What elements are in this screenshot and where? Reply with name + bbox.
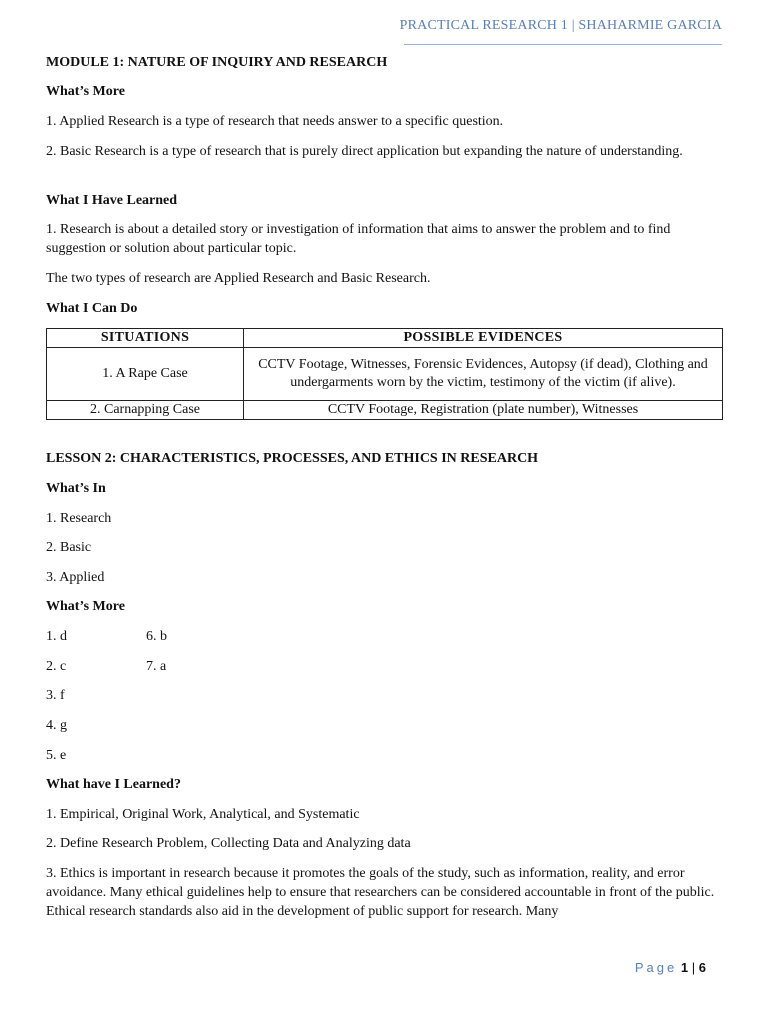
- table-cell-evidence: CCTV Footage, Registration (plate number), Witnesses: [244, 401, 723, 420]
- m1-can-do-heading: What I Can Do: [46, 301, 138, 316]
- l2-whats-in-item: 2. Basic: [46, 540, 92, 555]
- running-header: PRACTICAL RESEARCH 1 | SHAHARMIE GARCIA: [399, 18, 722, 33]
- m1-whats-more-heading: What’s More: [46, 84, 125, 99]
- table-cell-situation: 1. A Rape Case: [47, 348, 244, 401]
- m1-whats-more-item-1: 1. Applied Research is a type of research that needs answer to a specific question.: [46, 114, 504, 129]
- lesson2-title: LESSON 2: CHARACTERISTICS, PROCESSES, AND ETHICS IN RESEARCH: [46, 451, 539, 466]
- page-word: Page: [634, 960, 678, 975]
- page-total: 6: [698, 960, 706, 975]
- page-footer: [635, 960, 706, 975]
- page-separator: |: [691, 960, 696, 975]
- answer-item: 5. e: [46, 748, 67, 763]
- l2-whats-in-heading: What’s In: [46, 481, 106, 496]
- evidence-table: [46, 328, 723, 420]
- answer-item: 3. f: [46, 688, 65, 703]
- l2-whats-in-item: 3. Applied: [46, 570, 105, 585]
- answer-item: 2. c: [46, 659, 67, 674]
- l2-whats-more-heading: What’s More: [46, 599, 125, 614]
- header-rule: [404, 44, 722, 45]
- answer-item: 7. a: [146, 659, 167, 674]
- table-header-evidences: POSSIBLE EVIDENCES: [244, 329, 723, 348]
- l2-learned-item-1: 1. Empirical, Original Work, Analytical, and Systematic: [46, 807, 360, 822]
- l2-learned-heading: What have I Learned?: [46, 777, 181, 792]
- answer-item: 6. b: [146, 629, 167, 644]
- table-header-row: [47, 329, 723, 348]
- l2-whats-in-item: 1. Research: [46, 511, 112, 526]
- table-header-situations: SITUATIONS: [47, 329, 244, 348]
- m1-whats-more-item-2: 2. Basic Research is a type of research that is purely direct application but expanding the nature of understanding.: [46, 144, 683, 159]
- table-row: [47, 348, 723, 401]
- m1-learned-p1: 1. Research is about a detailed story or investigation of information that aims to answer the problem and to find suggestion or solution about particular topic.: [46, 222, 671, 256]
- m1-learned-p2: The two types of research are Applied Research and Basic Research.: [46, 271, 431, 286]
- page-number: 1: [680, 960, 689, 975]
- table-cell-evidence: CCTV Footage, Witnesses, Forensic Evidences, Autopsy (if dead), Clothing and undergarments worn by the victim, testimony of the victim (if alive).: [244, 348, 723, 401]
- table-row: [47, 401, 723, 420]
- module1-title: MODULE 1: NATURE OF INQUIRY AND RESEARCH: [46, 55, 388, 70]
- table-cell-situation: 2. Carnapping Case: [47, 401, 244, 420]
- l2-learned-item-3: 3. Ethics is important in research because it promotes the goals of the study, such as information, reality, and error avoidance. Many ethical guidelines help to ensure that researchers can be considered accountable in front of the public. Ethical research standards also aid in the development of public support for research. Many: [46, 866, 715, 919]
- answer-item: 1. d: [46, 629, 67, 644]
- answer-item: 4. g: [46, 718, 67, 733]
- m1-learned-heading: What I Have Learned: [46, 193, 178, 208]
- l2-learned-item-2: 2. Define Research Problem, Collecting Data and Analyzing data: [46, 836, 411, 851]
